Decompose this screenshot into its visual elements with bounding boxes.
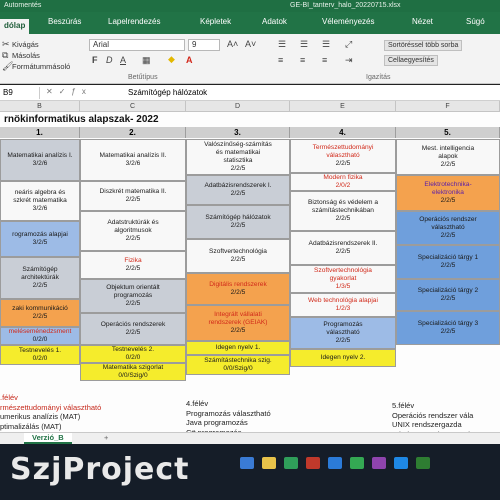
course-cell[interactable] (80, 313, 186, 345)
brush-icon[interactable]: 🖌 (2, 61, 14, 71)
course-credit: 2/2/5 (32, 313, 48, 320)
course-cell[interactable] (0, 327, 80, 345)
course-credit: 0/2/0 (125, 354, 141, 361)
course-cell[interactable] (186, 175, 290, 205)
course-credit: 2/0/2 (335, 182, 351, 189)
column-header-f[interactable]: F (396, 101, 500, 112)
excel-icon[interactable] (284, 457, 298, 469)
course-cell[interactable] (80, 139, 186, 181)
worksheet[interactable] (0, 101, 500, 432)
cut-button[interactable]: Kivágás (12, 40, 39, 49)
tab-insert[interactable]: Beszúrás (48, 17, 82, 26)
course-name: Fizika (124, 257, 142, 264)
course-name: Számítógép hálózatok (205, 214, 271, 221)
course-credit: 0/2/0 (32, 336, 48, 343)
course-credit: 0/0/Szig/0 (223, 365, 253, 372)
course-name: Számítógép architektúrák (21, 266, 59, 281)
fill-color-icon[interactable]: ◆ (168, 54, 175, 64)
course-credit: 2/2/5 (125, 235, 141, 242)
course-cell[interactable] (290, 231, 396, 265)
app-icon[interactable] (240, 457, 254, 469)
course-name: Objektum orientált programozás (106, 284, 160, 299)
course-name: Operációs rendszerek (100, 321, 166, 328)
course-cell[interactable] (0, 299, 80, 327)
note-line: Operációs rendszer vála (392, 410, 474, 420)
wrap-text-button[interactable]: Sortöréssel több sorba (384, 40, 462, 51)
course-cell[interactable] (0, 139, 80, 181)
course-cell[interactable] (186, 305, 290, 341)
note-line: UNIX rendszergazda (392, 420, 462, 429)
add-sheet-button[interactable]: + (104, 433, 109, 442)
course-cell[interactable] (290, 173, 396, 191)
note-line: ptimalizálás (MAT) (0, 421, 62, 431)
copy-icon[interactable]: ⧉ (2, 50, 9, 60)
course-credit: 2/2/5 (335, 337, 351, 344)
note-line: Programozás választható (186, 408, 271, 418)
course-credit: 2/2/5 (230, 165, 246, 172)
course-cell[interactable] (396, 311, 500, 345)
font-color-icon[interactable]: A (186, 55, 193, 65)
course-cell[interactable] (186, 139, 290, 175)
tab-formulas[interactable]: Képletek (200, 17, 232, 26)
semester-header-5[interactable]: 5. (396, 127, 500, 138)
course-credit: 2/2/5 (32, 282, 48, 289)
course-name: Biztonság és védelem a számítástechnikában (307, 199, 378, 214)
course-name: Specializáció tárgy 2 (417, 287, 479, 294)
shrink-font-icon[interactable]: A˅ (245, 39, 257, 49)
scissors-icon[interactable]: ✂ (2, 39, 10, 49)
app-icon[interactable] (306, 457, 320, 469)
course-name: Valószínűség-számítás és matematikai statisztika (204, 141, 272, 164)
course-name: rogramozás alapjai (12, 231, 68, 238)
file-name: GE-BI_tanterv_halo_20220715.xlsx (290, 2, 401, 9)
course-credit: 3/2/6 (125, 160, 141, 167)
chrome-icon[interactable] (350, 457, 364, 469)
italic-icon[interactable]: D (106, 55, 113, 65)
tab-page-layout[interactable]: Lapelrendezés (108, 17, 161, 26)
course-credit: 3/2/5 (32, 239, 48, 246)
course-name: zaki kommunikáció (12, 305, 68, 312)
course-credit: 2/2/5 (335, 160, 351, 167)
note-line: Java programozás (186, 418, 248, 427)
course-cell[interactable] (0, 221, 80, 257)
course-credit: 2/2/5 (125, 196, 141, 203)
align-group-label: Igazítás (366, 74, 391, 81)
course-credit: 2/2/5 (125, 265, 141, 272)
course-cell[interactable] (396, 211, 500, 245)
column-header-b[interactable]: B (0, 101, 80, 112)
course-cell[interactable] (80, 345, 186, 363)
course-credit: 2/2/5 (230, 222, 246, 229)
course-name: meléseménedzsment (8, 328, 72, 335)
formula-bar (0, 85, 500, 101)
course-name: Adatbázisrendszerek I. (204, 182, 272, 189)
course-name: Természettudományi választható (312, 144, 374, 159)
course-cell[interactable] (290, 317, 396, 349)
font-group-label: Betűtípus (128, 74, 158, 81)
tab-view[interactable]: Nézet (412, 17, 433, 26)
sheet-title[interactable]: rnökinformatikus alapszak- 2022 (4, 114, 159, 125)
course-name: Idegen nyelv 1. (215, 344, 261, 351)
underline-icon[interactable]: A (120, 55, 127, 65)
watermark-text: SzjProject (10, 452, 190, 487)
course-credit: 2/2/5 (440, 197, 456, 204)
course-cell[interactable] (396, 175, 500, 211)
course-name: Digitális rendszerek (209, 281, 267, 288)
app-icon[interactable] (416, 457, 430, 469)
app-icon[interactable] (394, 457, 408, 469)
course-name: Matematikai analízis I. (7, 152, 73, 159)
course-cell[interactable] (80, 251, 186, 279)
tab-home[interactable]: dólap (0, 19, 29, 34)
semester-header-3[interactable]: 3. (186, 127, 290, 138)
tab-review[interactable]: Véleményezés (322, 17, 375, 26)
align-middle-icon[interactable]: ☰ (300, 39, 309, 49)
title-bar (0, 0, 500, 12)
autosave-label[interactable]: Automentés (4, 2, 42, 9)
course-credit: 2/2/5 (440, 328, 456, 335)
notes-sem3[interactable] (0, 393, 101, 431)
course-credit: 2/2/5 (230, 289, 246, 296)
grow-font-icon[interactable]: A˄ (227, 39, 239, 49)
course-name: Matematikai analízis II. (99, 152, 167, 159)
align-top-icon[interactable]: ☰ (278, 39, 287, 49)
course-cell[interactable] (80, 363, 186, 381)
course-name: Matematika szigorlat (102, 364, 164, 371)
course-credit: 0/2/0 (32, 355, 48, 362)
course-credit: 0/0/Szig/0 (118, 372, 148, 379)
course-credit: 2/2/5 (440, 295, 456, 302)
semester-header-2[interactable]: 2. (80, 127, 186, 138)
course-cell[interactable] (290, 349, 396, 367)
border-icon[interactable]: ▦ (142, 55, 151, 65)
ribbon (0, 34, 500, 84)
orientation-icon[interactable]: ⤢ (345, 39, 353, 49)
course-cell[interactable] (290, 191, 396, 231)
course-credit: 2/2/5 (440, 262, 456, 269)
notes-sem4-head: 4.félév (186, 399, 209, 408)
course-name: neáris algebra és szkrét matematika (13, 189, 67, 204)
course-name: Számítástechnika szig. (204, 357, 272, 364)
course-credit: 2/2/5 (125, 300, 141, 307)
course-cell[interactable] (290, 265, 396, 293)
course-name: Adatbázisrendszerek II. (308, 240, 378, 247)
align-center-icon[interactable]: ≡ (300, 55, 306, 65)
app-icon[interactable] (372, 457, 386, 469)
course-cell[interactable] (396, 245, 500, 279)
column-header-d[interactable]: D (186, 101, 290, 112)
course-name: Integrált vállalati rendszerek (GEIAK) (208, 311, 268, 326)
course-cell[interactable] (186, 239, 290, 273)
course-cell[interactable] (186, 341, 290, 355)
course-name: Operációs rendszer választható (419, 216, 477, 231)
column-header-e[interactable]: E (290, 101, 396, 112)
notes-sem3-head: .félév (0, 393, 18, 402)
course-credit: 1/3/5 (335, 283, 351, 290)
course-cell[interactable] (396, 139, 500, 175)
course-cell[interactable] (80, 211, 186, 251)
format-painter-button[interactable]: Formátummásoló (12, 62, 71, 71)
course-cell[interactable] (0, 181, 80, 221)
course-name: Specializáció tárgy 1 (417, 254, 479, 261)
course-name: Programozás választható (323, 321, 363, 336)
course-name: Web technológia alapjai (308, 297, 378, 304)
note-line: rmészettudományi választható (0, 402, 102, 412)
course-credit: 2/2/5 (335, 248, 351, 255)
indent-icon[interactable]: ⇥ (345, 55, 353, 65)
course-name: Testnevelés 1. (18, 347, 62, 354)
course-name: Mest. intelligencia alapok (421, 145, 475, 160)
course-cell[interactable] (0, 345, 80, 365)
course-name: Adatstruktúrák és algoritmusok (107, 219, 159, 234)
align-bottom-icon[interactable]: ☰ (322, 39, 331, 49)
course-name: Idegen nyelv 2. (320, 354, 366, 361)
course-cell[interactable] (290, 293, 396, 317)
course-name: Specializáció tárgy 3 (417, 320, 479, 327)
font-size-select[interactable]: 9 (188, 39, 220, 51)
course-cell[interactable] (186, 205, 290, 239)
name-box[interactable]: B9 (0, 87, 40, 99)
notes-sem5-head: 5.félév (392, 401, 415, 410)
formula-icons[interactable]: ✕✓ƒx (46, 87, 92, 96)
course-credit: 2/2/5 (335, 215, 351, 222)
folder-icon[interactable] (262, 457, 276, 469)
course-name: Testnevelés 2. (111, 346, 155, 353)
semester-header-1[interactable]: 1. (0, 127, 80, 138)
course-credit: 3/2/6 (32, 205, 48, 212)
column-header-c[interactable]: C (80, 101, 186, 112)
course-credit: 2/2/5 (230, 256, 246, 263)
vscode-icon[interactable] (328, 457, 342, 469)
course-credit: 2/2/5 (230, 190, 246, 197)
align-right-icon[interactable]: ≡ (322, 55, 328, 65)
course-credit: 2/2/5 (440, 232, 456, 239)
course-name: Modern fizika (323, 174, 363, 181)
font-name-select[interactable]: Arial (89, 39, 185, 51)
course-cell[interactable] (80, 181, 186, 211)
semester-header-4[interactable]: 4. (290, 127, 396, 138)
sheet-tab-verzio-b[interactable]: Verzió_B (24, 433, 72, 444)
ribbon-tabs (0, 12, 500, 34)
note-line: umerikus analízis (MAT) (0, 412, 81, 421)
course-name: Elektrotechnika- elektronika (424, 181, 472, 196)
course-name: Szoftvertechnológia gyakorlat (314, 267, 372, 282)
course-credit: 3/2/6 (32, 160, 48, 167)
sheet-tab-bar (0, 432, 500, 444)
formula-input[interactable]: Számítógép hálózatok (128, 88, 208, 97)
course-cell[interactable] (80, 279, 186, 313)
course-cell[interactable] (396, 279, 500, 311)
course-credit: 2/2/5 (230, 327, 246, 334)
align-left-icon[interactable]: ≡ (278, 55, 284, 65)
bold-icon[interactable]: F (92, 55, 98, 65)
course-name: Szoftvertechnológia (209, 248, 267, 255)
course-cell[interactable] (186, 355, 290, 375)
tab-data[interactable]: Adatok (262, 17, 287, 26)
course-cell[interactable] (290, 139, 396, 173)
course-credit: 2/2/5 (440, 161, 456, 168)
course-cell[interactable] (0, 257, 80, 299)
merge-cells-button[interactable]: Cellaegyesítés (384, 55, 438, 66)
tab-help[interactable]: Súgó (466, 17, 485, 26)
course-name: Diszkrét matematika II. (99, 188, 167, 195)
copy-button[interactable]: Másolás (12, 51, 40, 60)
course-credit: 2/2/5 (125, 329, 141, 336)
course-credit: 1/2/3 (335, 305, 351, 312)
course-cell[interactable] (186, 273, 290, 305)
